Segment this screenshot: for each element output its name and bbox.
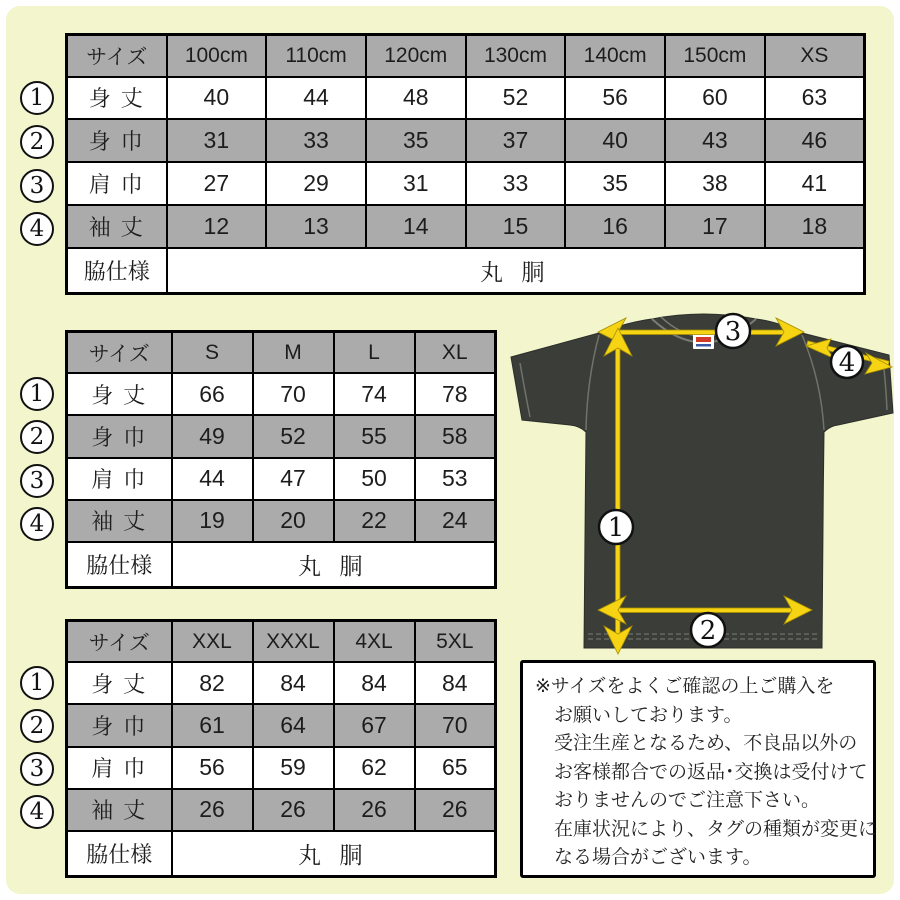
col-header: XL	[415, 332, 496, 374]
tshirt-measurement-diagram	[500, 300, 900, 660]
cell: 26	[334, 789, 415, 831]
row-marker-4: 4	[20, 795, 54, 829]
cell: 19	[172, 500, 253, 542]
side-spec-label: 脇仕様	[67, 542, 172, 587]
cell: 35	[366, 119, 466, 162]
cell: 55	[334, 415, 415, 457]
col-header: XXXL	[253, 621, 334, 663]
purchase-note-box	[520, 660, 876, 878]
row-marker-4: 4	[20, 507, 54, 541]
diagram-number-3: 3	[724, 317, 742, 347]
note-line: なる場合がございます。	[554, 847, 762, 868]
row-label: 身 巾	[67, 415, 172, 457]
row-marker-1: 1	[20, 81, 54, 115]
cell: 24	[415, 500, 496, 542]
row-marker-3: 3	[20, 752, 54, 786]
row-label: 肩 巾	[67, 747, 172, 789]
row-marker-3: 3	[20, 169, 54, 203]
side-spec-row	[67, 542, 496, 587]
cell: 44	[266, 77, 366, 120]
size-header-cell: サイズ	[67, 621, 172, 663]
table-row	[67, 205, 865, 248]
note-line: 在庫状況により、タグの種類が変更に	[554, 818, 878, 840]
cell: 31	[366, 162, 466, 205]
col-header: 140cm	[565, 35, 665, 77]
cell: 26	[253, 789, 334, 831]
size-header-cell: サイズ	[67, 332, 172, 374]
row-label: 袖 丈	[67, 789, 172, 831]
cell: 84	[253, 662, 334, 704]
cell: 70	[415, 704, 496, 746]
row-label: 身 丈	[67, 373, 172, 415]
size-table-kids	[65, 33, 866, 295]
table-row	[67, 415, 496, 457]
cell: 56	[172, 747, 253, 789]
row-marker-2: 2	[20, 420, 54, 454]
diagram-number-2: 2	[699, 616, 717, 646]
cell: 41	[765, 162, 865, 205]
table-row	[67, 789, 496, 831]
col-header: L	[334, 332, 415, 374]
cell: 53	[415, 458, 496, 500]
table-row	[67, 662, 496, 704]
cell: 62	[334, 747, 415, 789]
cell: 50	[334, 458, 415, 500]
cell: 33	[466, 162, 566, 205]
width-arrow-shaft	[612, 608, 798, 613]
side-spec-value: 丸 胴	[172, 831, 496, 876]
col-header: 120cm	[366, 35, 466, 77]
table-row	[67, 119, 865, 162]
row-label: 袖 丈	[67, 205, 167, 248]
side-spec-row	[67, 248, 865, 294]
cell: 22	[334, 500, 415, 542]
cell: 12	[167, 205, 267, 248]
note-line: ※サイズをよくご確認の上ご購入を	[535, 676, 835, 697]
row-label: 身 丈	[67, 77, 167, 120]
cell: 16	[565, 205, 665, 248]
col-header: 100cm	[167, 35, 267, 77]
col-header: 130cm	[466, 35, 566, 77]
table-row	[67, 77, 865, 120]
row-marker-1: 1	[20, 377, 54, 411]
side-spec-label: 脇仕様	[67, 248, 167, 294]
cell: 78	[415, 373, 496, 415]
table-header-row	[67, 621, 496, 663]
table-header-row	[67, 332, 496, 374]
diagram-number-1: 1	[607, 513, 625, 543]
table-row	[67, 373, 496, 415]
col-header: M	[253, 332, 334, 374]
row-label: 袖 丈	[67, 500, 172, 542]
row-label: 肩 巾	[67, 162, 167, 205]
cell: 47	[253, 458, 334, 500]
cell: 40	[167, 77, 267, 120]
table-row	[67, 704, 496, 746]
note-line: お願いしております。	[554, 704, 743, 726]
cell: 26	[172, 789, 253, 831]
table-header-row	[67, 35, 865, 77]
size-table-big	[65, 619, 497, 878]
side-spec-label: 脇仕様	[67, 831, 172, 876]
cell: 64	[253, 704, 334, 746]
side-spec-value: 丸 胴	[172, 542, 496, 587]
cell: 29	[266, 162, 366, 205]
shoulder-arrow-shaft	[612, 330, 792, 335]
cell: 59	[253, 747, 334, 789]
cell: 58	[415, 415, 496, 457]
cell: 26	[415, 789, 496, 831]
col-header: 5XL	[415, 621, 496, 663]
cell: 18	[765, 205, 865, 248]
row-label: 身 巾	[67, 119, 167, 162]
cell: 60	[665, 77, 765, 120]
row-label: 肩 巾	[67, 458, 172, 500]
col-header: 110cm	[266, 35, 366, 77]
cell: 67	[334, 704, 415, 746]
cell: 43	[665, 119, 765, 162]
table-row	[67, 162, 865, 205]
table-row	[67, 500, 496, 542]
col-header: XS	[765, 35, 865, 77]
cell: 35	[565, 162, 665, 205]
note-line: おりませんのでご注意下さい。	[554, 790, 821, 811]
cell: 14	[366, 205, 466, 248]
cell: 49	[172, 415, 253, 457]
cell: 63	[765, 77, 865, 120]
note-line: 受注生産となるため、不良品以外の	[554, 733, 858, 754]
col-header: 4XL	[334, 621, 415, 663]
cell: 38	[665, 162, 765, 205]
size-header-cell: サイズ	[67, 35, 167, 77]
size-table-adult	[65, 330, 497, 589]
table-row	[67, 747, 496, 789]
cell: 61	[172, 704, 253, 746]
cell: 52	[253, 415, 334, 457]
side-spec-value: 丸 胴	[167, 248, 865, 294]
cell: 46	[765, 119, 865, 162]
col-header: S	[172, 332, 253, 374]
col-header: 150cm	[665, 35, 765, 77]
table-row	[67, 458, 496, 500]
cell: 13	[266, 205, 366, 248]
side-spec-row	[67, 831, 496, 876]
cell: 74	[334, 373, 415, 415]
cell: 27	[167, 162, 267, 205]
collar-brand-tag	[693, 334, 714, 349]
diagram-number-4: 4	[838, 348, 856, 378]
cell: 33	[266, 119, 366, 162]
cell: 84	[334, 662, 415, 704]
cell: 82	[172, 662, 253, 704]
cell: 56	[565, 77, 665, 120]
cell: 31	[167, 119, 267, 162]
cell: 40	[565, 119, 665, 162]
row-label: 身 丈	[67, 662, 172, 704]
cell: 65	[415, 747, 496, 789]
row-marker-1: 1	[20, 666, 54, 700]
cell: 37	[466, 119, 566, 162]
cell: 20	[253, 500, 334, 542]
note-line: お客様都合での返品･交換は受付けて	[554, 761, 868, 783]
row-marker-2: 2	[20, 125, 54, 159]
cell: 52	[466, 77, 566, 120]
row-marker-2: 2	[20, 709, 54, 743]
cell: 48	[366, 77, 466, 120]
cell: 84	[415, 662, 496, 704]
cell: 44	[172, 458, 253, 500]
col-header: XXL	[172, 621, 253, 663]
row-marker-4: 4	[20, 212, 54, 246]
cell: 66	[172, 373, 253, 415]
length-arrow-shaft	[616, 344, 621, 638]
cell: 15	[466, 205, 566, 248]
cell: 17	[665, 205, 765, 248]
row-marker-3: 3	[20, 464, 54, 498]
row-label: 身 巾	[67, 704, 172, 746]
cell: 70	[253, 373, 334, 415]
